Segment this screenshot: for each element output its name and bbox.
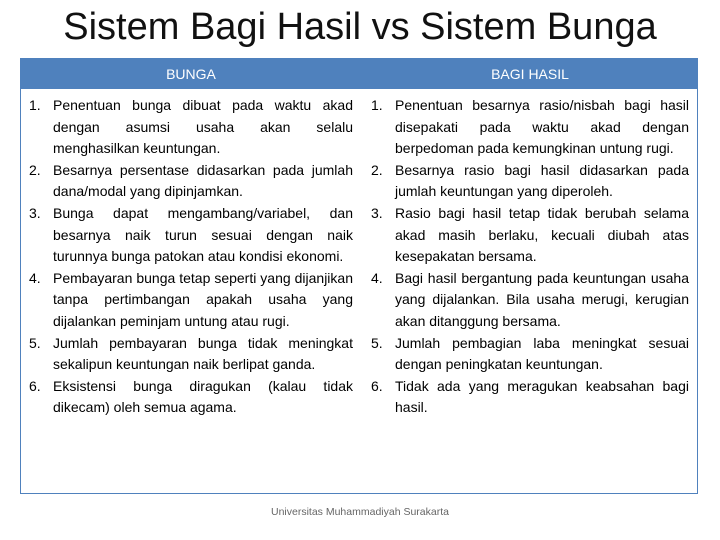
list-text: Pembayaran bunga tetap seperti yang dijanjikan tanpa pertimbangan apakah usaha yang dijalankan peminjam untung atau rugi. [53, 269, 353, 329]
bunga-item [29, 95, 353, 160]
list-text: Jumlah pembayaran bunga tidak meningkat sekalipun keuntungan naik berlipat ganda. [53, 334, 353, 373]
list-number: 1. [371, 97, 383, 113]
bagi-hasil-item [371, 268, 689, 333]
list-number: 6. [29, 377, 41, 394]
list-text: Rasio bagi hasil tetap tidak berubah selama akad masih berlaku, kecuali diubah atas kesepakatan bersama. [395, 204, 689, 265]
comparison-table [20, 58, 698, 494]
bunga-item [29, 268, 353, 333]
list-number: 4. [29, 269, 41, 286]
list-text: Bagi hasil bergantung pada keuntungan usaha yang dijalankan. Bila usaha merugi, kerugian akan ditanggung bersama. [395, 269, 689, 329]
list-number: 1. [29, 97, 41, 113]
footer-text: Universitas Muhammadiyah Surakarta [271, 506, 449, 518]
bunga-item [29, 160, 353, 203]
list-number: 2. [29, 161, 41, 178]
list-text: Tidak ada yang meragukan keabsahan bagi hasil. [395, 377, 689, 416]
list-text: Eksistensi bunga diragukan (kalau tidak dikecam) oleh semua agama. [53, 377, 353, 416]
bagi-hasil-item [371, 160, 689, 203]
bunga-list [29, 95, 353, 419]
list-text: Penentuan bunga dibuat pada waktu akad dengan asumsi usaha akan selalu menghasilkan keuntungan. [53, 97, 353, 157]
list-text: Penentuan besarnya rasio/nisbah bagi hasil disepakati pada waktu akad dengan berpedoman pada kemungkinan untung rugi. [395, 97, 689, 157]
list-text: Jumlah pembagian laba meningkat sesuai dengan peningkatan keuntungan. [395, 334, 689, 373]
bagi-hasil-item [371, 95, 689, 160]
page-title: Sistem Bagi Hasil vs Sistem Bunga [63, 6, 657, 48]
bagi-hasil-list [371, 95, 689, 419]
bagi-hasil-item [371, 203, 689, 268]
list-text: Besarnya persentase didasarkan pada jumlah dana/modal yang dipinjamkan. [53, 161, 353, 200]
bagi-hasil-item [371, 333, 689, 376]
list-number: 5. [371, 334, 383, 351]
list-number: 6. [371, 377, 383, 394]
list-number: 3. [371, 204, 383, 221]
column-header-bagi-hasil: BAGI HASIL [491, 66, 569, 82]
bunga-item [29, 333, 353, 376]
list-text: Bunga dapat mengambang/variabel, dan besarnya naik turun sesuai dengan naik turunnya bunga patokan atau kondisi ekonomi. [53, 204, 353, 265]
list-number: 3. [29, 204, 41, 221]
column-header-bunga: BUNGA [166, 66, 216, 82]
bunga-item [29, 203, 353, 268]
list-number: 2. [371, 161, 383, 178]
list-number: 5. [29, 334, 41, 351]
list-number: 4. [371, 269, 383, 286]
list-text: Besarnya rasio bagi hasil didasarkan pada jumlah keuntungan yang diperoleh. [395, 161, 689, 200]
table-header [21, 59, 697, 89]
bagi-hasil-item [371, 376, 689, 419]
bunga-item [29, 376, 353, 419]
